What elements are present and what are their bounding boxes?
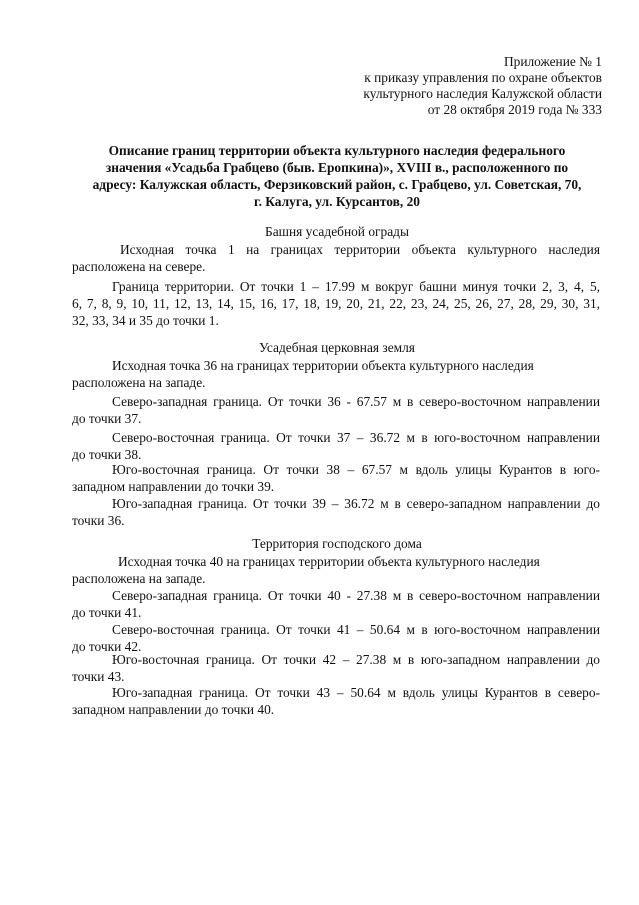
paragraph-line: Исходная точка 40 на границах территории объекта культурного наследия — [118, 554, 540, 569]
paragraph-line: западном направлении до точки 39. — [72, 479, 275, 495]
paragraph-line: Исходная точка 36 на границах территории объекта культурного наследия — [112, 358, 534, 373]
paragraph — [72, 278, 600, 330]
paragraph — [72, 461, 600, 495]
paragraph-line: Юго-западная граница. От точки 39 – 36.72 м в северо-западном направлении до — [112, 496, 600, 511]
title-line: значения «Усадьба Грабцево (быв. Еропкина)», XVIII в., расположенного по — [105, 160, 569, 175]
paragraph-line: Северо-восточная граница. От точки 41 – 50.64 м в юго-восточном направлении — [112, 622, 600, 637]
paragraph-line: до точки 37. — [72, 411, 142, 427]
paragraph-line: Граница территории. От точки 1 – 17.99 м вокруг башни минуя точки 2, 3, 4, 5, — [112, 279, 600, 294]
paragraph-line: 6, 7, 8, 9, 10, 11, 12, 13, 14, 15, 16, 17, 18, 19, 20, 21, 22, 23, 24, 25, 26, 27, 28, 29, 30, 31, — [72, 296, 600, 312]
paragraph — [72, 429, 600, 463]
appendix-order-ref: к приказу управления по охране объектов — [364, 70, 602, 85]
paragraph — [72, 587, 600, 621]
paragraph-line: Юго-восточная граница. От точки 42 – 27.38 м в юго-западном направлении до — [112, 652, 600, 667]
section-heading: Усадебная церковная земля — [259, 340, 415, 355]
paragraph-line: точки 36. — [72, 513, 125, 529]
paragraph-line: до точки 41. — [72, 605, 142, 621]
paragraph-line: Юго-восточная граница. От точки 38 – 67.57 м вдоль улицы Курантов в юго- — [112, 462, 600, 477]
appendix-header — [302, 54, 602, 118]
paragraph-line: 32, 33, 34 и 35 до точки 1. — [72, 313, 219, 329]
paragraph-line: расположена на западе. — [72, 375, 206, 391]
title-line: Описание границ территории объекта культурного наследия федерального — [108, 143, 566, 158]
paragraph-line: расположена на севере. — [72, 259, 206, 275]
paragraph — [72, 357, 600, 391]
section-heading: Территория господского дома — [252, 536, 422, 551]
paragraph-line: Северо-западная граница. От точки 36 - 67.57 м в северо-восточном направлении — [112, 394, 600, 409]
paragraph-line: Северо-восточная граница. От точки 37 – 36.72 м в юго-восточном направлении — [112, 430, 600, 445]
appendix-authority: культурного наследия Калужской области — [363, 86, 602, 101]
paragraph — [72, 651, 600, 685]
paragraph-line: до точки 42. — [72, 639, 142, 655]
paragraph — [72, 684, 600, 718]
paragraph-line: точки 43. — [72, 669, 125, 685]
appendix-number: Приложение № 1 — [503, 54, 602, 69]
paragraph — [72, 495, 600, 529]
paragraph-line: Юго-западная граница. От точки 43 – 50.64 м вдоль улицы Курантов в северо- — [112, 685, 600, 700]
paragraph-line: западном направлении до точки 40. — [72, 702, 275, 718]
appendix-date: от 28 октября 2019 года № 333 — [427, 102, 602, 117]
paragraph — [72, 553, 600, 587]
title-line: г. Калуга, ул. Курсантов, 20 — [254, 194, 420, 209]
paragraph — [72, 241, 600, 275]
document-title — [72, 142, 602, 210]
paragraph-line: до точки 38. — [72, 447, 142, 463]
section-heading: Башня усадебной ограды — [265, 224, 409, 239]
title-line: адресу: Калужская область, Ферзиковский район, с. Грабцево, ул. Советская, 70, — [92, 177, 582, 192]
paragraph-line: Северо-западная граница. От точки 40 - 27.38 м в северо-восточном направлении — [112, 588, 600, 603]
paragraph-line: расположена на западе. — [72, 571, 206, 587]
paragraph — [72, 393, 600, 427]
paragraph-line: Исходная точка 1 на границах территории объекта культурного наследия — [120, 242, 600, 257]
